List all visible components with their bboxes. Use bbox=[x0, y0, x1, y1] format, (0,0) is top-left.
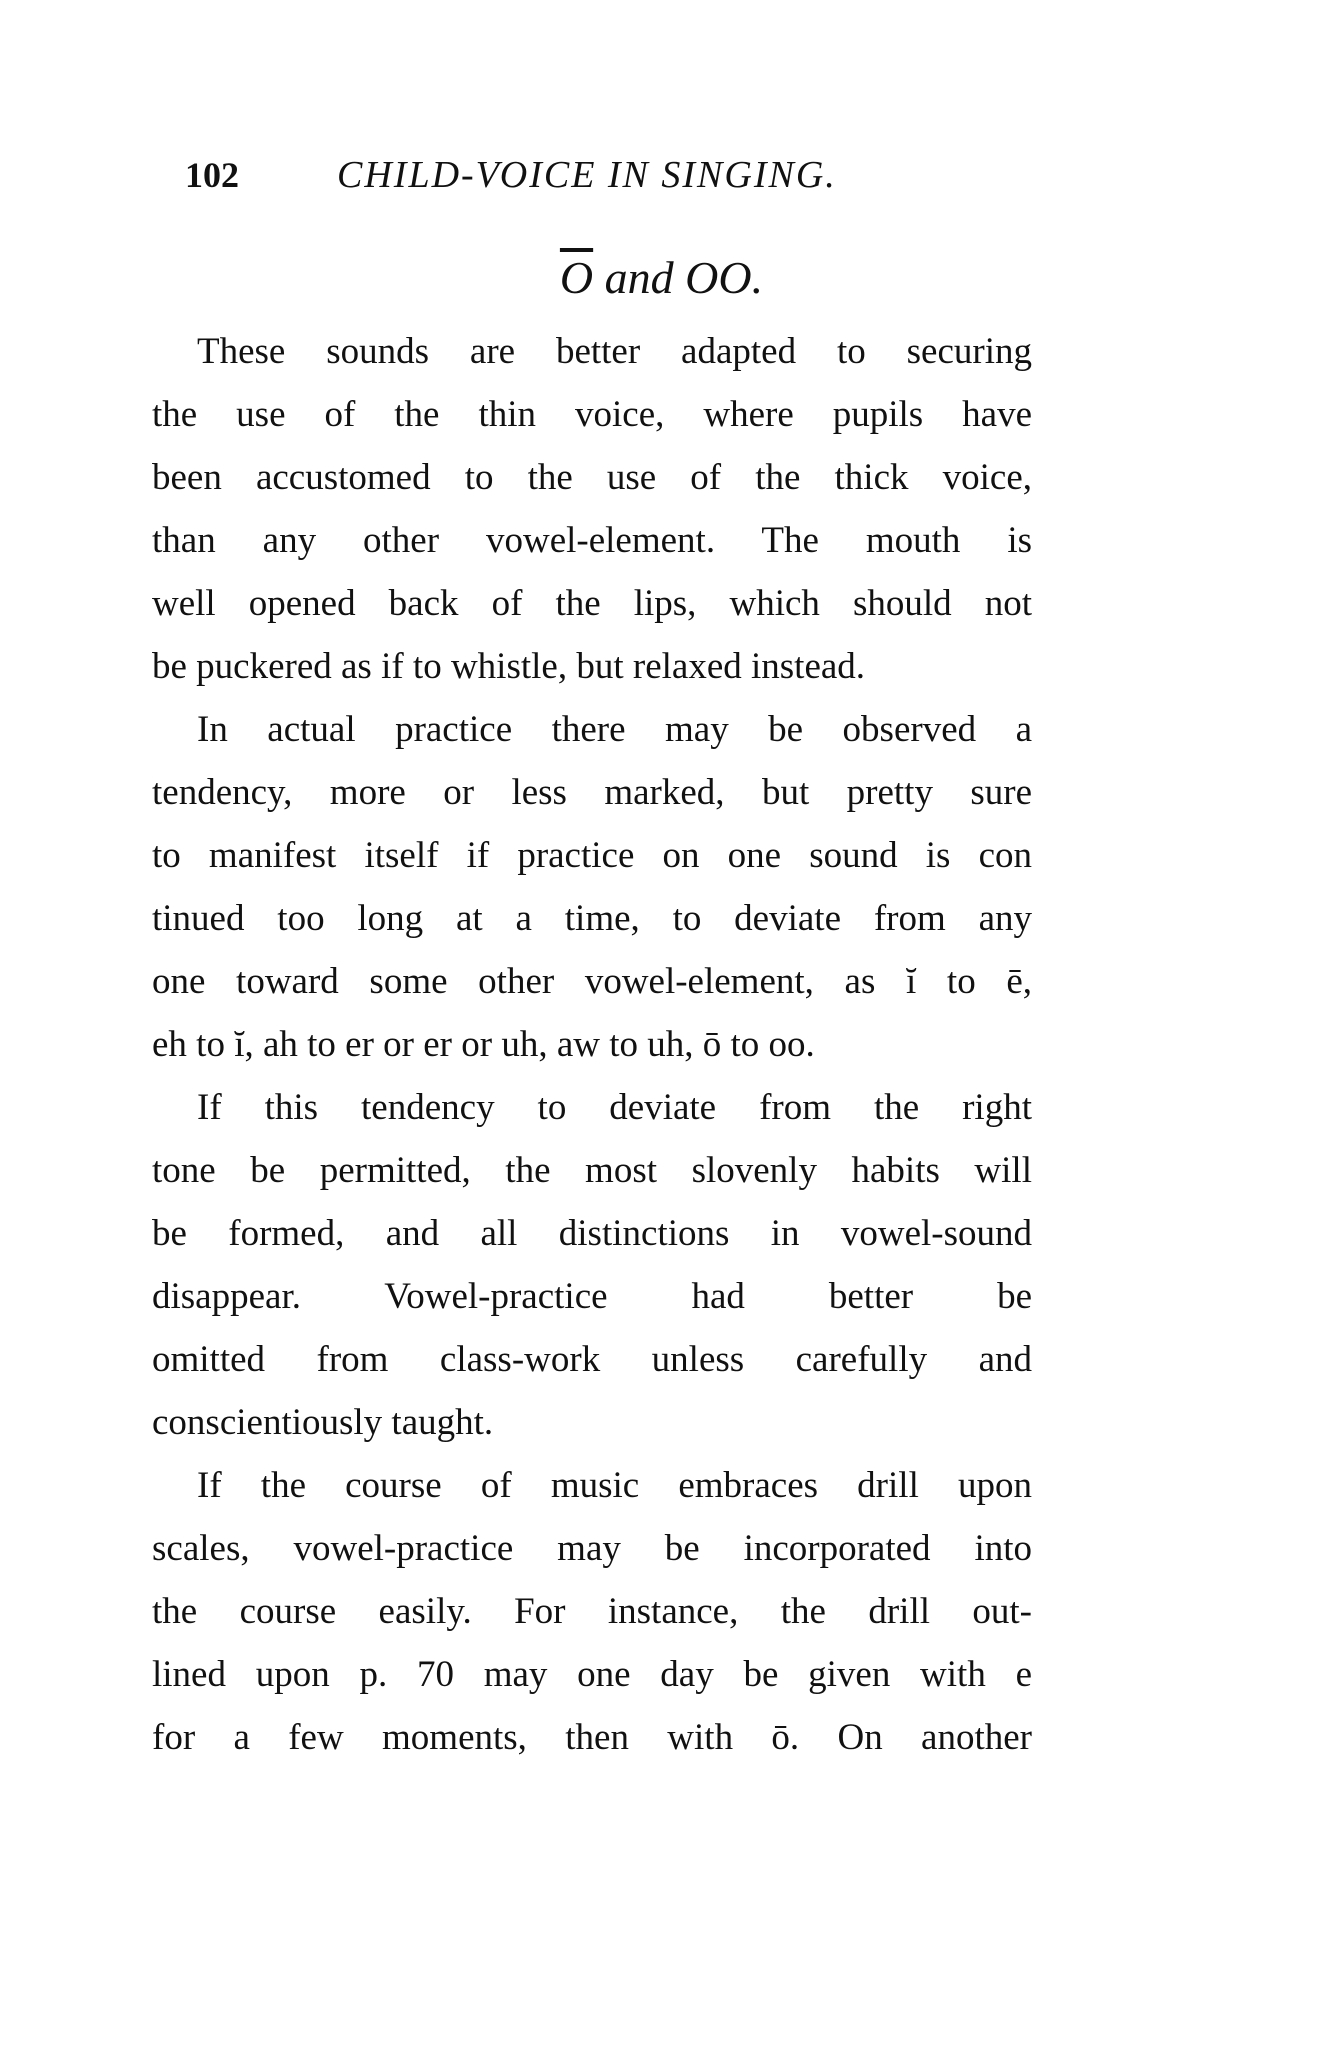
text-line: These sounds are better adapted to securing bbox=[197, 331, 1032, 372]
text-line: disappear. Vowel-practice had better be bbox=[152, 1276, 1032, 1317]
text-line: tone be permitted, the most slovenly habits will bbox=[152, 1150, 1032, 1191]
text-line: conscientiously taught. bbox=[152, 1402, 494, 1443]
text-line: If this tendency to deviate from the right bbox=[197, 1087, 1032, 1128]
text-line: be formed, and all distinctions in vowel-sound bbox=[152, 1213, 1032, 1254]
page-number: 102 bbox=[185, 155, 239, 195]
text-line: been accustomed to the use of the thick voice, bbox=[152, 457, 1032, 498]
text-line: the course easily. For instance, the drill out- bbox=[152, 1591, 1032, 1632]
section-heading bbox=[0, 248, 1323, 308]
section-heading-rest: and OO. bbox=[593, 252, 764, 303]
running-head bbox=[185, 150, 1045, 200]
running-title: CHILD-VOICE IN SINGING. bbox=[337, 154, 837, 196]
text-line: tendency, more or less marked, but pretty sure bbox=[152, 772, 1032, 813]
text-line: omitted from class-work unless carefully and bbox=[152, 1339, 1032, 1380]
text-line: If the course of music embraces drill upon bbox=[197, 1465, 1032, 1506]
text-line: eh to ĭ, ah to er or er or uh, aw to uh, ō to oo. bbox=[152, 1024, 815, 1065]
text-line: scales, vowel-practice may be incorporated into bbox=[152, 1528, 1032, 1569]
text-line: one toward some other vowel-element, as ĭ to ē, bbox=[152, 961, 1032, 1002]
text-line: tinued too long at a time, to deviate from any bbox=[152, 898, 1032, 939]
text-line: the use of the thin voice, where pupils have bbox=[152, 394, 1032, 435]
text-line: than any other vowel-element. The mouth is bbox=[152, 520, 1032, 561]
body-text bbox=[152, 320, 1032, 1769]
text-line: In actual practice there may be observed a bbox=[197, 709, 1032, 750]
text-line: be puckered as if to whistle, but relaxed instead. bbox=[152, 646, 866, 687]
paragraph bbox=[152, 320, 1032, 698]
text-line: for a few moments, then with ō. On another bbox=[152, 1717, 1032, 1758]
paragraph bbox=[152, 1076, 1032, 1454]
text-line: well opened back of the lips, which should not bbox=[152, 583, 1032, 624]
paragraph bbox=[152, 698, 1032, 1076]
section-heading-vowel: $\overline{O}$ bbox=[559, 252, 594, 303]
text-line: lined upon p. 70 may one day be given with e bbox=[152, 1654, 1032, 1695]
text-line: to manifest itself if practice on one sound is con bbox=[152, 835, 1032, 876]
paragraph bbox=[152, 1454, 1032, 1769]
